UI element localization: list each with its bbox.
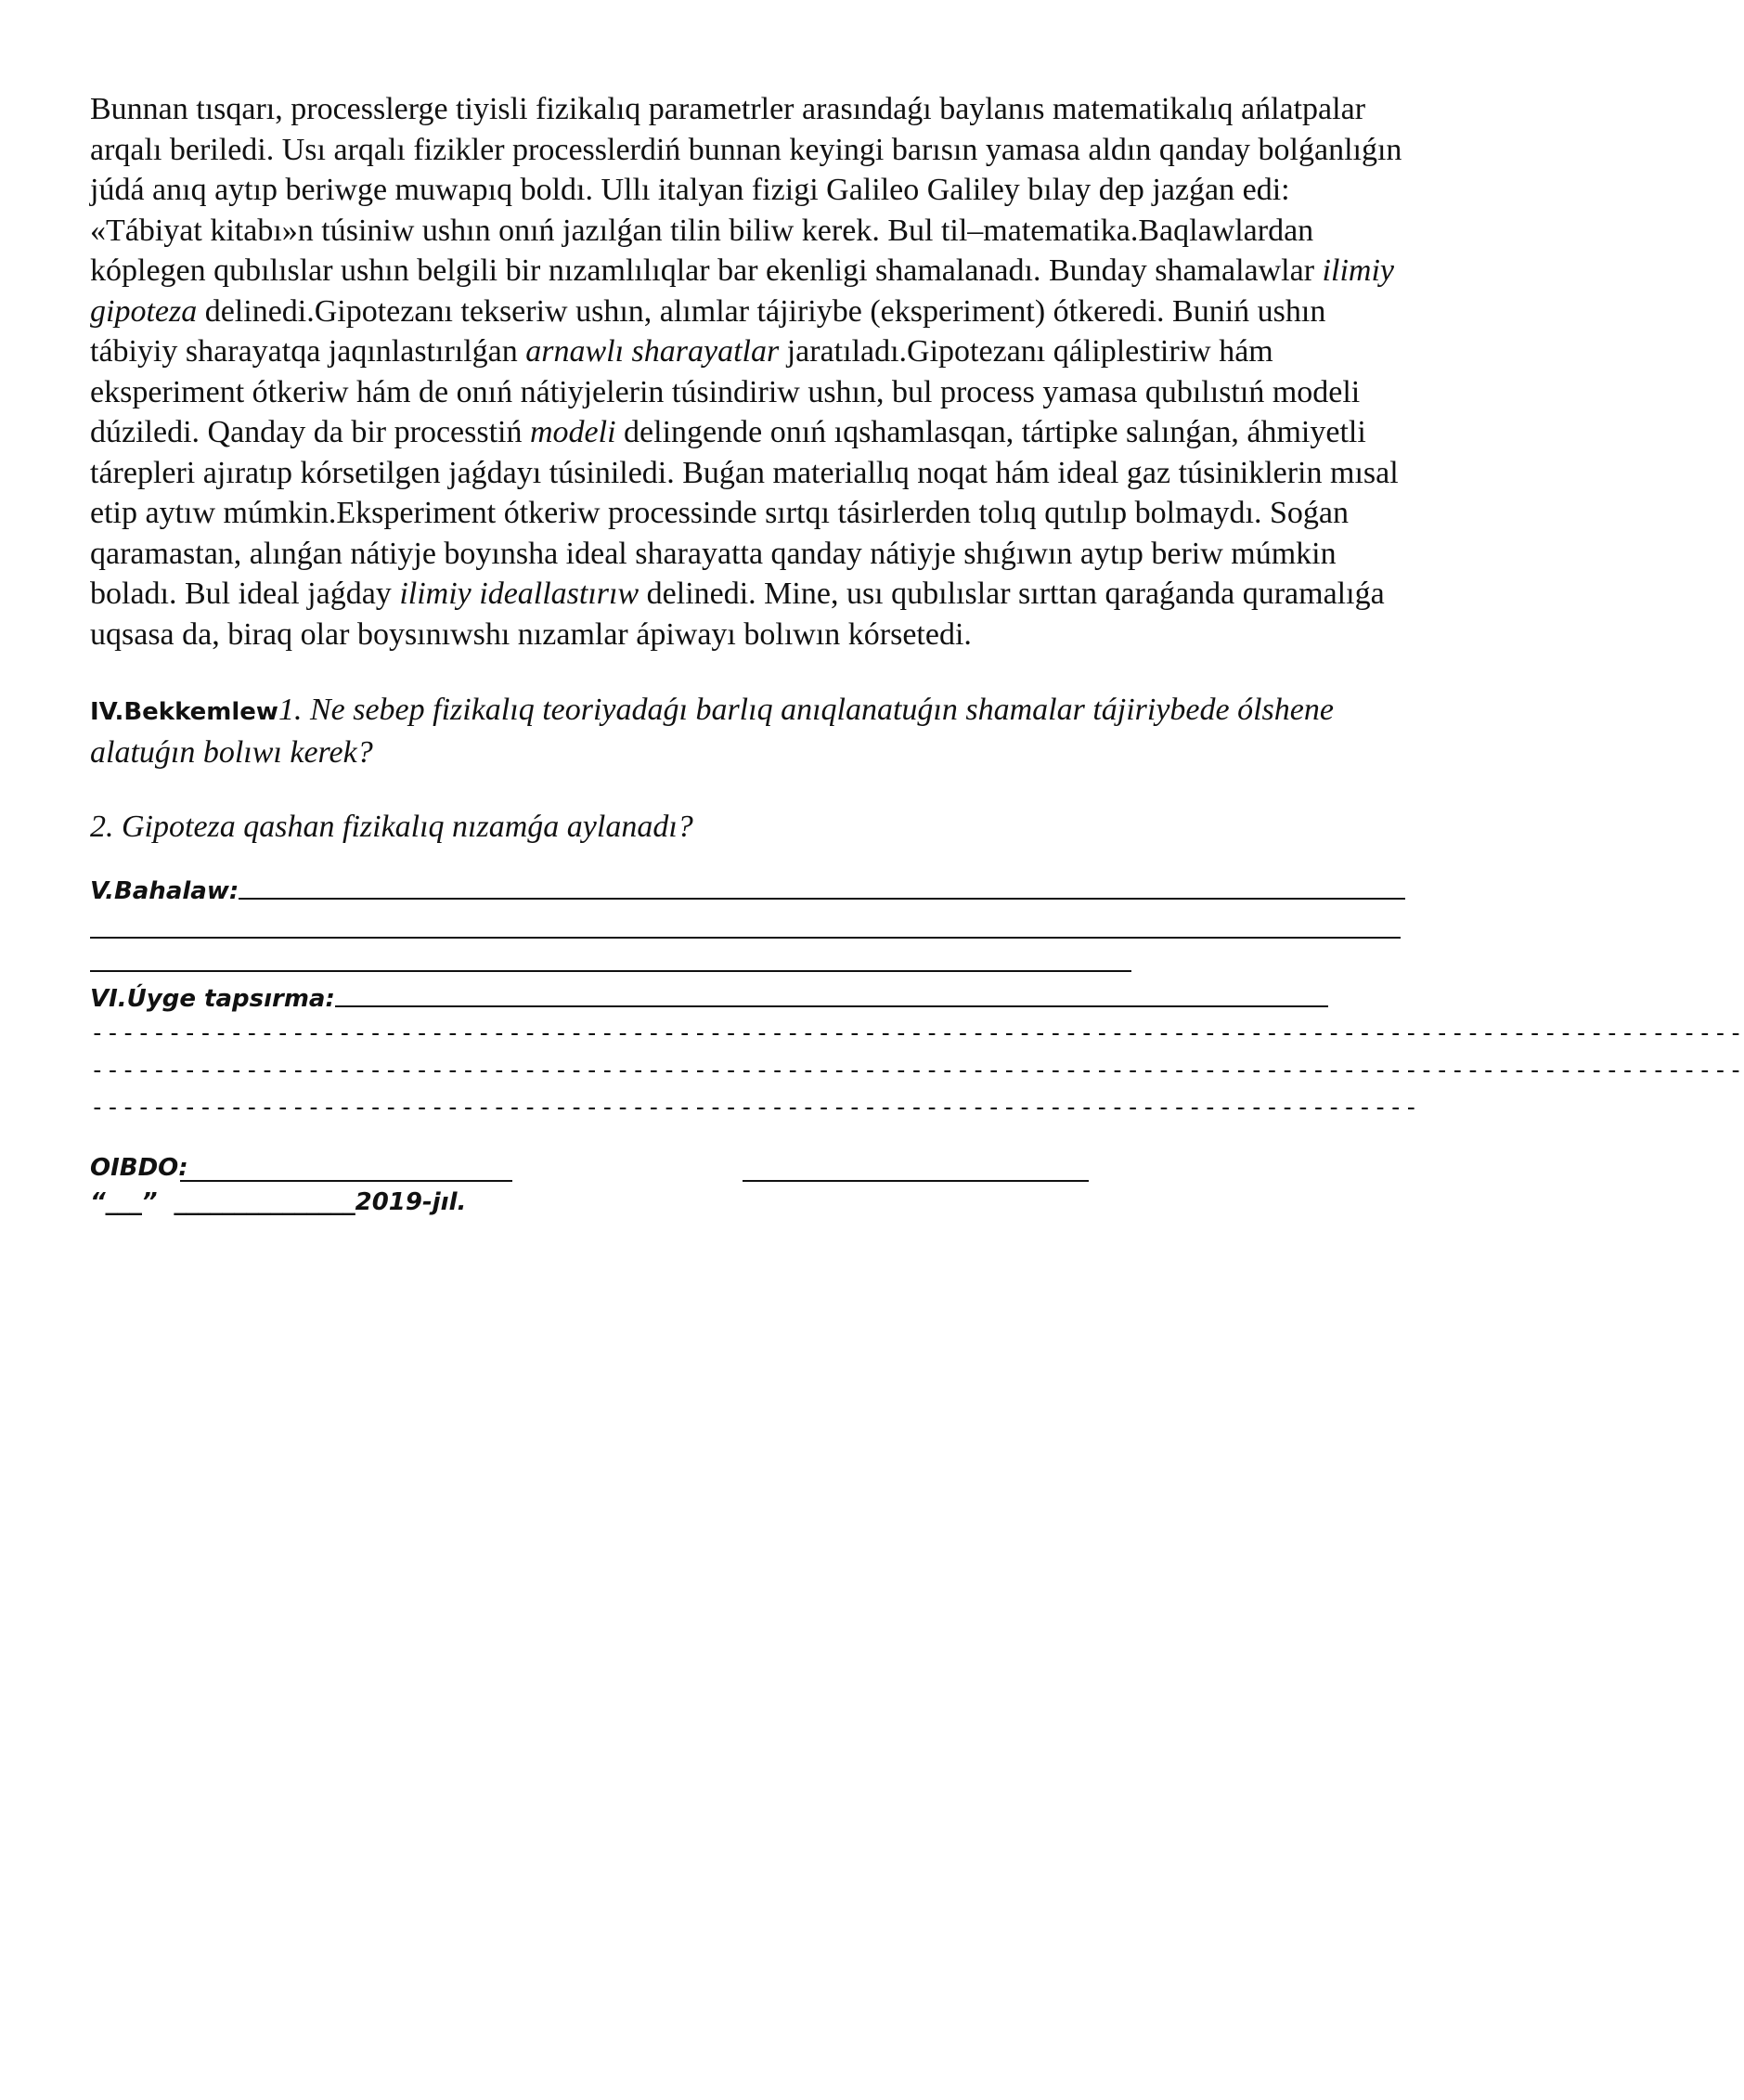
term-ilimiy-ideallastiriw: ilimiy ideallastırıw: [399, 577, 639, 611]
oibdo-name-line[interactable]: [180, 1180, 512, 1182]
date-row: [90, 1186, 1408, 1219]
date-year: 2019-jıl.: [355, 1188, 467, 1216]
reinforcement-question-2: 2. Gipoteza qashan fizikalıq nızamǵa aylanadı?: [90, 810, 693, 844]
date-month-blank[interactable]: _______________: [174, 1188, 355, 1216]
section-v-label: V.Bahalaw:: [90, 877, 239, 905]
homework-dashed-line-3[interactable]: --------------------------------------------------------------------------------------: [90, 1094, 1420, 1121]
reinforcement-question-1: [90, 690, 1408, 773]
term-modeli: modeli: [529, 415, 616, 449]
paragraph-text: delingende onıń ıqshamlasqan, tártipke salınǵan, áhmiyetli tárepleri ajıratıp kórsetilgen jaǵdayı túsiniledi. Buǵan materiallıq noqat hám ideal gaz túsiniklerin mısal etip aytıw múmkin.Eksperiment ótkeriw processinde sırtqı tásirlerden tolıq qutılıp bolmaydı. Soǵan qaramastan, alınǵan nátiyje boyınsha ideal sharayatta qanday nátiyje shıǵıwın aytıp beriw múmkin boladı. Bul ideal jaǵday: [90, 415, 1407, 611]
homework-row: [90, 976, 1408, 1013]
assessment-answer-line-2[interactable]: [90, 937, 1401, 939]
homework-answer-line-1[interactable]: [335, 1005, 1328, 1007]
question-1-text: 1. Ne sebep fizikalıq teoriyadaǵı barlıq anıqlanatuǵın shamalar tájiriybede ólshene alatuǵın bolıwı kerek?: [90, 693, 1334, 770]
body-paragraph: [90, 89, 1408, 655]
assessment-row: [90, 868, 1408, 905]
oibdo-signature-line[interactable]: [743, 1180, 1089, 1182]
date-day-blank[interactable]: “___”: [90, 1188, 158, 1216]
paragraph-text: delinedi.Gipotezanı tekseriw ushın, alımlar tájiriybe (eksperiment) ótkeredi. Buniń ushın tábiyiy sharayatqa jaqınlastırılǵan: [90, 293, 1334, 369]
paragraph-text: jaratıladı.Gipotezanı qáliplestiriw hám eksperiment ótkeriw hám de onıń nátiyjelerin túsindiriw ushın, bul process yamasa qubılıstıń modeli dúziledi. Qanday da bir processtiń: [90, 334, 1368, 449]
assessment-answer-line-3[interactable]: [90, 970, 1131, 972]
assessment-section: [90, 868, 1408, 972]
signature-row: [90, 1148, 1408, 1186]
assessment-answer-line-1[interactable]: [239, 897, 1405, 900]
homework-dashed-line-1[interactable]: -----------------------------------------------------------------------------------------------------------: [90, 1019, 1744, 1047]
paragraph-text: delinedi. Mine, usı qubılıslar sırttan qaraǵanda quramalıǵa uqsasa da, biraq olar boysınıwshı nızamlar ápiwayı bolıwın kórsetedi.: [90, 577, 1393, 652]
term-arnawli-sharayatlar: arnawlı sharayatlar: [525, 334, 780, 369]
section-vi-label: VI.Úyge tapsırma:: [90, 985, 335, 1013]
term-ilimiy-gipoteza: ilimiy gipoteza: [90, 253, 1402, 329]
paragraph-text: Bunnan tısqarı, processlerge tiyisli fizikalıq parametrler arasındaǵı baylanıs matematikalıq ańlatpalar arqalı beriledi. Usı arqalı fizikler processlerdiń bunnan keyingi barısın yamasa aldın qanday bolǵanlıǵın júdá anıq aytıp beriwge muwapıq boldı. Ullı italyan fizigi Galileo Galiley bılay dep jazǵan edi: «Tábiyat kitabı»n túsiniw ushın onıń jazılǵan tilin biliw kerek. Bul til–matematika.Baqlawlardan kóplegen qubılıslar ushın belgili bir nızamlılıqlar bar ekenligi shamalanadı. Bunday shamalawlar: [90, 92, 1410, 288]
document-page: [90, 89, 1744, 1219]
homework-section: [90, 976, 1744, 1126]
oibdo-label: OIBDO:: [90, 1154, 188, 1182]
section-iv-label: IV.Bekkemlew: [90, 698, 278, 726]
homework-dashed-line-2[interactable]: -----------------------------------------------------------------------------------------------------------: [90, 1056, 1744, 1084]
